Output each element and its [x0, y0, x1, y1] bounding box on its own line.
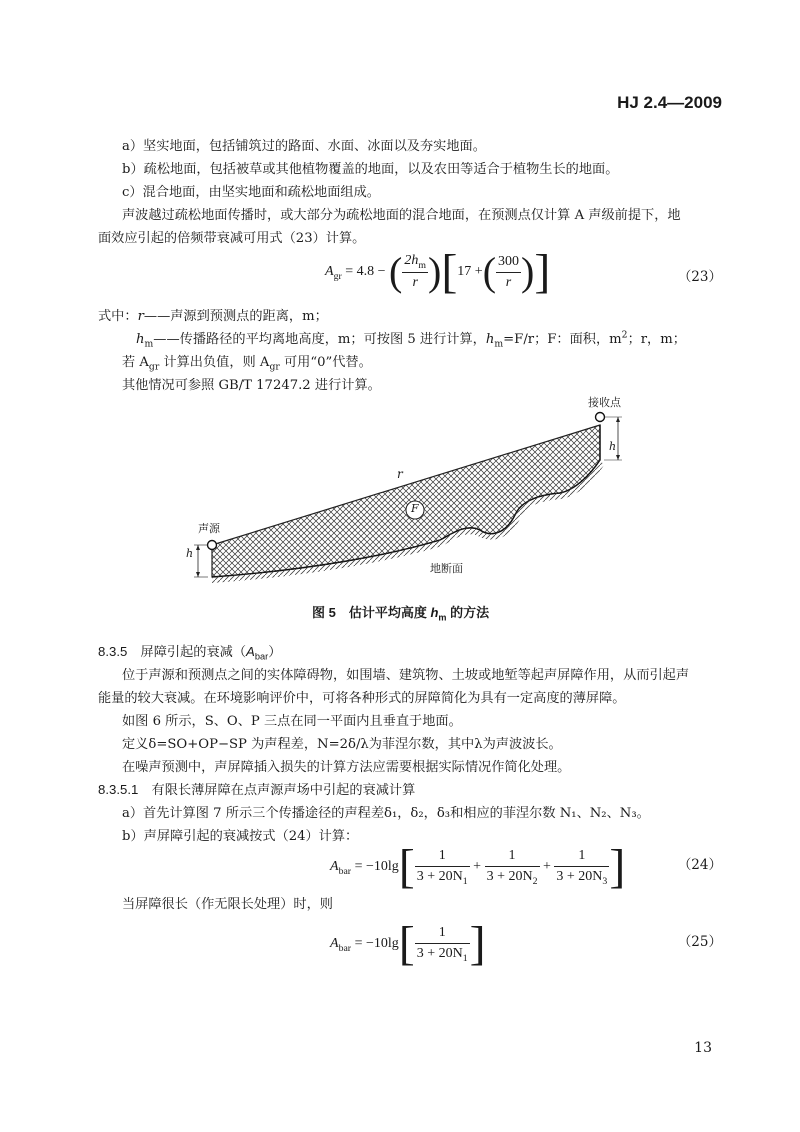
equation-23-number: （23）	[677, 269, 722, 285]
section-8-3-5-p4: 在噪声预测中，声屏障插入损失的计算方法应需要根据实际情况作简化处理。	[122, 760, 571, 775]
equation-25-number: （25）	[677, 934, 722, 950]
section-8-3-5-p2: 如图 6 所示，S、O、P 三点在同一平面内且垂直于地面。	[122, 714, 462, 729]
where-r: 式中：r——声源到预测点的距离，m；	[98, 309, 328, 324]
section-8-3-5-1-item-a: a）首先计算图 7 所示三个传播途径的声程差δ₁，δ₂，δ₃和相应的菲涅尔数 N₁、N₂、N₃。	[122, 806, 650, 821]
doc-code-header: HJ 2.4—2009	[617, 93, 722, 112]
label-source: 声源	[198, 523, 220, 535]
equation-24: $A_{bar} = -10\lg$[ $\frac{1}{3 + 20N_1}$ + $\frac{1}{3 + 20N_2}$ + $\frac{1}{3 + 20N_3}$ ]	[330, 840, 626, 893]
list-item-c: c）混合地面，由坚实地面和疏松地面组成。	[122, 185, 380, 200]
infinite-barrier-sentence: 当屏障很长（作无限长处理）时，则	[122, 897, 333, 912]
paragraph-ground-line1: 声波越过疏松地面传播时，或大部分为疏松地面的混合地面，在预测点仅计算 A 声级前提下，地	[122, 208, 681, 223]
source-point	[208, 541, 217, 550]
list-item-b: b）疏松地面，包括被草或其他植物覆盖的地面，以及农田等适合于植物生长的地面。	[122, 162, 619, 177]
label-ground-section: 地断面	[430, 563, 463, 575]
equation-24-number: （24）	[677, 857, 722, 873]
section-8-3-5-heading: 8.3.5 屏障引起的衰减$(A_{bar})$	[98, 644, 282, 662]
section-8-3-5-p1-line1: 位于声源和预测点之间的实体障碍物，如围墙、建筑物、土坡或地堑等起声屏障作用，从而引起声	[122, 668, 690, 683]
equation-23: $A_{gr} = 4.8$ − ( $\frac{2h_m}{r}$ )[17 +( $\frac{300}{r}$ )]	[325, 245, 551, 298]
label-r: r	[397, 467, 403, 481]
label-hs: h	[186, 547, 194, 560]
section-8-3-5-1-heading: 8.3.5.1 有限长薄屏障在点声源声场中引起的衰减计算	[98, 782, 416, 797]
where-hm: $h_m——$传播路径的平均离地高度，m；可按图 5 进行计算，$h_m=F/r$；F：面积，$m^2$；r，m；	[136, 329, 686, 350]
section-8-3-5-p1-line2: 能量的较大衰减。在环境影响评价中，可将各种形式的屏障简化为具有一定高度的薄屏障。	[98, 691, 626, 706]
label-F: F	[411, 502, 419, 515]
receiver-point	[596, 413, 605, 422]
figure-5-caption: 图 5 估计平均高度 $h_m$ 的方法	[312, 605, 490, 623]
figure-5-diagram	[190, 395, 630, 610]
where-negative: 若 $A_{gr}$ 计算出负值，则 $A_{gr}$ 可用“0”代替。	[122, 355, 372, 373]
where-other: 其他情况可参照 GB/T 17247.2 进行计算。	[122, 378, 381, 393]
section-8-3-5-p3: 定义δ=SO+OP−SP 为声程差，N=2δ/λ为菲涅尔数，其中λ为声波波长。	[122, 737, 562, 752]
paragraph-ground-line2: 面效应引起的倍频带衰减可用式（23）计算。	[98, 231, 366, 246]
label-hr: h	[609, 440, 617, 453]
equation-25: $A_{bar} = -10\lg$[ $\frac{1}{3 + 20N_1}$ ]	[330, 917, 486, 970]
page-number: 13	[694, 1040, 712, 1056]
list-item-a: a）坚实地面，包括铺筑过的路面、水面、冰面以及夯实地面。	[122, 139, 486, 154]
label-receiver: 接收点	[588, 397, 621, 409]
section-8-3-5-1-item-b: b）声屏障引起的衰减按式（24）计算：	[122, 829, 359, 844]
